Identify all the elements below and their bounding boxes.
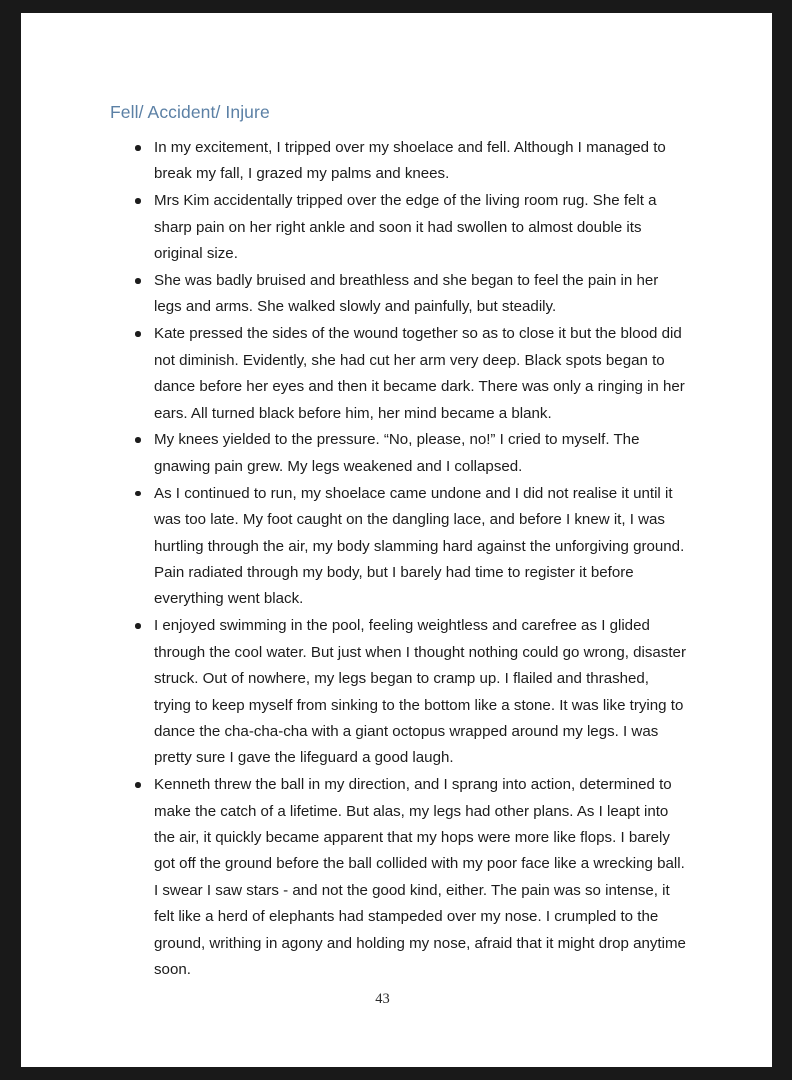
list-item xyxy=(110,135,690,188)
list-item-text: In my excitement, I tripped over my shoelace and fell. Although I managed to break my fall, I grazed my palms and knees. xyxy=(154,139,666,183)
page-content-area xyxy=(21,13,772,1067)
bullet-list xyxy=(110,135,690,984)
list-item-text: She was badly bruised and breathless and she began to feel the pain in her legs and arms. She walked slowly and painfully, but steadily. xyxy=(154,272,659,316)
page-sheet xyxy=(21,13,772,1067)
list-item-text: Kenneth threw the ball in my direction, and I sprang into action, determined to make the catch of a lifetime. But alas, my legs had other plans. As I leapt into the air, it quickly became apparent that my hops were more like flops. I barely got off the ground before the ball collided with my poor face like a wrecking ball. I swear I saw stars - and not the good kind, either. The pain was so intense, it felt like a herd of elephants had stampeded over my nose. I crumpled to the ground, writhing in agony and holding my nose, afraid that it might drop anytime soon. xyxy=(154,776,686,979)
bullet-icon xyxy=(135,623,141,629)
bullet-icon xyxy=(135,198,141,204)
bullet-icon xyxy=(135,437,141,443)
list-item xyxy=(110,481,690,613)
list-item-text: As I continued to run, my shoelace came undone and I did not realise it until it was too late. My foot caught on the dangling lace, and before I knew it, I was hurtling through the air, my body slamming hard against the unforgiving ground. Pain radiated through my body, but I barely had time to register it before everything went black. xyxy=(154,484,685,608)
page-number: 43 xyxy=(375,991,390,1007)
bullet-icon xyxy=(135,145,141,151)
list-item xyxy=(110,772,690,983)
list-item-text: Kate pressed the sides of the wound together so as to close it but the blood did not diminish. Evidently, she had cut her arm very deep. Black spots began to dance before her eyes and then it became dark. There was only a ringing in her ears. All turned black before him, her mind became a blank. xyxy=(154,325,685,422)
list-item-text: Mrs Kim accidentally tripped over the edge of the living room rug. She felt a sharp pain on her right ankle and soon it had swollen to almost double its original size. xyxy=(154,192,657,263)
list-item xyxy=(110,613,690,771)
list-item xyxy=(110,321,690,427)
list-item xyxy=(110,188,690,267)
list-item xyxy=(110,268,690,321)
bullet-icon xyxy=(135,782,141,788)
bullet-icon xyxy=(135,331,141,337)
bullet-icon xyxy=(135,278,141,284)
section-heading: Fell/ Accident/ Injure xyxy=(110,102,270,122)
bullet-icon xyxy=(135,491,141,497)
list-item-text: My knees yielded to the pressure. “No, please, no!” I cried to myself. The gnawing pain grew. My legs weakened and I collapsed. xyxy=(154,431,640,475)
list-item-text: I enjoyed swimming in the pool, feeling weightless and carefree as I glided through the cool water. But just when I thought nothing could go wrong, disaster struck. Out of nowhere, my legs began to cramp up. I flailed and thrashed, trying to keep myself from sinking to the bottom like a stone. It was like trying to dance the cha-cha-cha with a giant octopus wrapped around my legs. I was pretty sure I gave the lifeguard a good laugh. xyxy=(154,617,686,767)
list-item xyxy=(110,427,690,480)
